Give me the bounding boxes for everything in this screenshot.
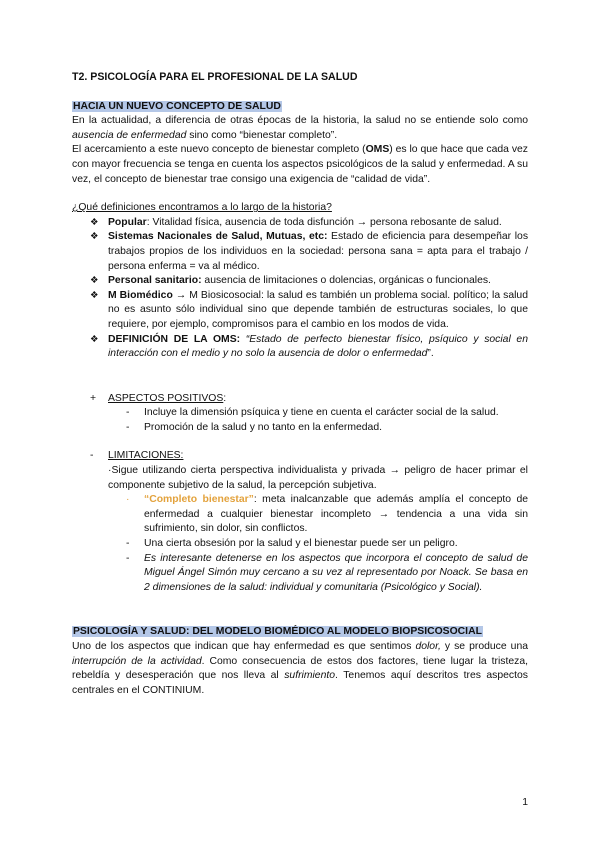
dash-bullet-icon: - <box>126 421 130 433</box>
diamond-bullet-icon: ❖ <box>90 231 99 243</box>
dash-bullet-icon: - <box>126 407 130 419</box>
dash-bullet-icon: - <box>126 552 130 564</box>
list-item: - Promoción de la salud y no tanto en la enfermedad. <box>72 421 528 436</box>
diamond-bullet-icon: ❖ <box>90 216 99 228</box>
highlighted-heading: PSICOLOGÍA Y SALUD: DEL MODELO BIOMÉDICO AL MODELO BIOPSICOSOCIAL <box>73 626 482 638</box>
dot-bullet-icon: · <box>126 494 130 506</box>
plus-bullet-icon: + <box>90 392 97 404</box>
definition-item: ❖ M Biomédico → M Biosicosocial: la salud es también un problema social. político; la salud no es asunto sólo individual sino que depende también de estructuras sociales, lo que requiere, por ejemplo, compromisos para el cambio en los modos de vida. <box>90 289 528 330</box>
definition-item: ❖ Sistemas Nacionales de Salud, Mutuas, etc: Estado de eficiencia para desempeñar los trabajos propios de los individuos en la sociedad: persona sana = apta para el trabajo / persona enferma = va al médico. <box>90 231 529 272</box>
definition-item: ❖ Popular: Vitalidad física, ausencia de toda disfunción → persona rebosante de salud. <box>72 216 528 231</box>
list-item: - Es interesante detenerse en los aspectos que incorpora el concepto de salud de Miguel Ángel Simón muy cercano a su vez al representado por Noack. Se basa en 2 dimensiones de la salud: individual y comunitaria (Psicológico y Social). <box>126 552 528 593</box>
limitaciones-intro: ·Sigue utilizando cierta perspectiva individualista y privada → peligro de hacer primar el componente subjetivo de la salud, la percepción subjetiva. <box>108 465 528 491</box>
limitaciones-list <box>72 493 528 595</box>
limitaciones-heading: - LIMITACIONES: <box>72 449 528 464</box>
list-item: · “Completo bienestar”: meta inalcanzable que además amplía el concepto de enfermedad a cualquier bienestar incompleto → tendencia a una vida sin sufrimiento, sin dolor, sin conflictos. <box>126 494 529 535</box>
highlighted-heading: HACIA UN NUEVO CONCEPTO DE SALUD <box>73 100 281 112</box>
positivos-list <box>72 406 528 435</box>
definitions-list <box>72 216 528 362</box>
list-item: - Una cierta obsesión por la salud y el bienestar puede ser un peligro. <box>72 537 528 552</box>
paragraph-actualidad: En la actualidad, a diferencia de otras épocas de la historia, la salud no se entiende solo como ausencia de enfermedad sino como “bienestar completo”. <box>72 115 528 141</box>
question-definitions: ¿Qué definiciones encontramos a lo largo de la historia? <box>72 202 332 214</box>
diamond-bullet-icon: ❖ <box>90 333 99 345</box>
section-heading-nuevo-concepto <box>72 100 528 115</box>
dash-bullet-icon: - <box>90 450 94 462</box>
document-page <box>72 64 528 698</box>
dash-bullet-icon: - <box>126 538 130 550</box>
aspectos-positivos-heading: + ASPECTOS POSITIVOS: <box>72 392 528 407</box>
diamond-bullet-icon: ❖ <box>90 289 99 301</box>
paragraph-acercamiento: El acercamiento a este nuevo concepto de bienestar completo (OMS) es lo que hace que cada vez con mayor frecuencia se tenga en cuenta los aspectos psicológicos de la salud y enfermedad. A su vez, el concepto de bienestar trae consigo una exigencia de “calidad de vida”. <box>72 144 529 185</box>
definition-item-oms: ❖ DEFINICIÓN DE LA OMS: “Estado de perfecto bienestar físico, psíquico y social en interacción con el medio y no solo la ausencia de dolor o enfermedad”. <box>90 333 528 360</box>
definition-item: ❖ Personal sanitario: ausencia de limitaciones o dolencias, orgánicas o funcionales. <box>72 274 528 289</box>
diamond-bullet-icon: ❖ <box>90 275 99 287</box>
list-item: - Incluye la dimensión psíquica y tiene en cuenta el carácter social de la salud. <box>72 406 528 421</box>
paragraph-continium: Uno de los aspectos que indican que hay enfermedad es que sentimos dolor, y se produce una interrupción de la actividad. Como consecuencia de estos dos factores, tiene lugar la tristeza, rebeldía y desesperación que nos lleva al sufrimiento. Tenemos aquí descritos tres aspectos centrales en el CONTINIUM. <box>72 641 528 696</box>
document-title: T2. PSICOLOGÍA PARA EL PROFESIONAL DE LA SALUD <box>72 71 358 83</box>
page-number: 1 <box>522 797 528 808</box>
section-heading-psicologia-salud <box>72 625 528 640</box>
